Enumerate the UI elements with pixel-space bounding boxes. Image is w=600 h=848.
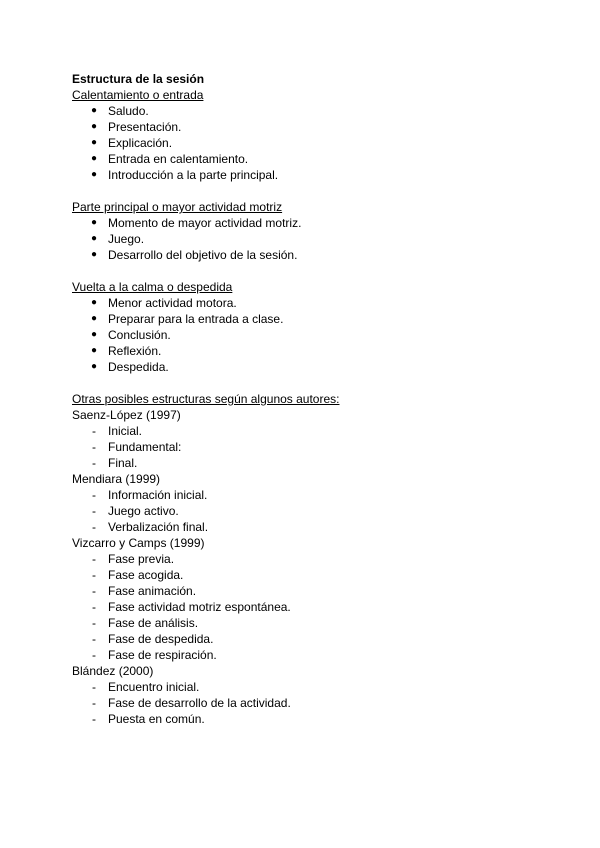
list-item xyxy=(72,679,542,695)
bullet-icon: ● xyxy=(90,329,98,340)
dash-icon: - xyxy=(92,424,96,438)
list-item xyxy=(72,167,542,183)
list-item-text: Fase acogida. xyxy=(108,568,184,582)
list-item-text: Inicial. xyxy=(108,424,143,438)
dash-icon: - xyxy=(92,504,96,518)
bullet-icon: ● xyxy=(90,313,98,324)
list-item xyxy=(72,615,542,631)
list-item-text: Verbalización final. xyxy=(108,520,209,534)
author-name: Blández (2000) xyxy=(72,664,154,678)
section-parte-principal xyxy=(72,199,542,263)
list-item xyxy=(72,599,542,615)
dash-icon: - xyxy=(92,680,96,694)
bullet-icon: ● xyxy=(90,217,98,228)
bullet-icon: ● xyxy=(90,169,98,180)
dash-icon: - xyxy=(92,600,96,614)
list-item-text: Información inicial. xyxy=(108,488,208,502)
list-item-text: Saludo. xyxy=(108,104,149,118)
dash-icon: - xyxy=(92,632,96,646)
dash-icon: - xyxy=(92,712,96,726)
list-item xyxy=(72,151,542,167)
bullet-icon: ● xyxy=(90,233,98,244)
list-item-text: Final. xyxy=(108,456,138,470)
list-item-text: Desarrollo del objetivo de la sesión. xyxy=(108,248,298,262)
spacer xyxy=(72,375,542,391)
list-item-text: Fase previa. xyxy=(108,552,175,566)
list-item-text: Introducción a la parte principal. xyxy=(108,168,279,182)
bullet-icon: ● xyxy=(90,249,98,260)
author-name: Saenz-López (1997) xyxy=(72,408,181,422)
list-item-text: Momento de mayor actividad motriz. xyxy=(108,216,302,230)
bullet-icon: ● xyxy=(90,361,98,372)
list-item xyxy=(72,503,542,519)
list-item-text: Puesta en común. xyxy=(108,712,205,726)
list-item-text: Fase de respiración. xyxy=(108,648,217,662)
list-item-text: Entrada en calentamiento. xyxy=(108,152,249,166)
list-item-text: Fase actividad motriz espontánea. xyxy=(108,600,291,614)
document-page xyxy=(72,71,542,727)
bullet-icon: ● xyxy=(90,297,98,308)
section-heading: Parte principal o mayor actividad motriz xyxy=(72,200,283,214)
list-item xyxy=(72,647,542,663)
bullet-icon: ● xyxy=(90,345,98,356)
section-heading: Vuelta a la calma o despedida xyxy=(72,280,233,294)
list-item xyxy=(72,359,542,375)
bullet-icon: ● xyxy=(90,153,98,164)
list-item-text: Reflexión. xyxy=(108,344,162,358)
list-item xyxy=(72,423,542,439)
document-title: Estructura de la sesión xyxy=(72,72,205,86)
dash-icon: - xyxy=(92,648,96,662)
dash-icon: - xyxy=(92,520,96,534)
section-heading: Calentamiento o entrada xyxy=(72,88,204,102)
list-item-text: Preparar para la entrada a clase. xyxy=(108,312,284,326)
list-item-text: Fase de desarrollo de la actividad. xyxy=(108,696,291,710)
list-item xyxy=(72,455,542,471)
list-item-text: Fase de despedida. xyxy=(108,632,214,646)
list-item xyxy=(72,231,542,247)
list-item xyxy=(72,631,542,647)
list-item xyxy=(72,583,542,599)
list-item-text: Despedida. xyxy=(108,360,169,374)
spacer xyxy=(72,183,542,199)
section-otras-estructuras xyxy=(72,391,542,727)
list-item-text: Conclusión. xyxy=(108,328,171,342)
list-item xyxy=(72,487,542,503)
list-item xyxy=(72,135,542,151)
list-item-text: Fase de análisis. xyxy=(108,616,199,630)
list-item xyxy=(72,439,542,455)
dash-icon: - xyxy=(92,616,96,630)
list-item xyxy=(72,103,542,119)
list-item xyxy=(72,311,542,327)
dash-icon: - xyxy=(92,568,96,582)
list-item xyxy=(72,247,542,263)
bullet-icon: ● xyxy=(90,121,98,132)
list-item xyxy=(72,695,542,711)
dash-icon: - xyxy=(92,584,96,598)
list-item-text: Encuentro inicial. xyxy=(108,680,200,694)
list-item-text: Juego. xyxy=(108,232,145,246)
dash-icon: - xyxy=(92,456,96,470)
list-item xyxy=(72,215,542,231)
list-item xyxy=(72,327,542,343)
list-item xyxy=(72,343,542,359)
list-item-text: Explicación. xyxy=(108,136,173,150)
dash-icon: - xyxy=(92,552,96,566)
dash-icon: - xyxy=(92,488,96,502)
section-heading: Otras posibles estructuras según algunos autores: xyxy=(72,392,340,406)
list-item xyxy=(72,711,542,727)
list-item xyxy=(72,119,542,135)
section-vuelta-calma xyxy=(72,279,542,375)
list-item-text: Juego activo. xyxy=(108,504,179,518)
list-item xyxy=(72,551,542,567)
author-name: Mendiara (1999) xyxy=(72,472,161,486)
author-name: Vizcarro y Camps (1999) xyxy=(72,536,205,550)
list-item-text: Fundamental: xyxy=(108,440,182,454)
dash-icon: - xyxy=(92,440,96,454)
section-calentamiento xyxy=(72,87,542,183)
dash-icon: - xyxy=(92,696,96,710)
list-item xyxy=(72,567,542,583)
spacer xyxy=(72,263,542,279)
list-item xyxy=(72,519,542,535)
list-item xyxy=(72,295,542,311)
list-item-text: Menor actividad motora. xyxy=(108,296,237,310)
bullet-icon: ● xyxy=(90,105,98,116)
list-item-text: Fase animación. xyxy=(108,584,197,598)
bullet-icon: ● xyxy=(90,137,98,148)
list-item-text: Presentación. xyxy=(108,120,182,134)
